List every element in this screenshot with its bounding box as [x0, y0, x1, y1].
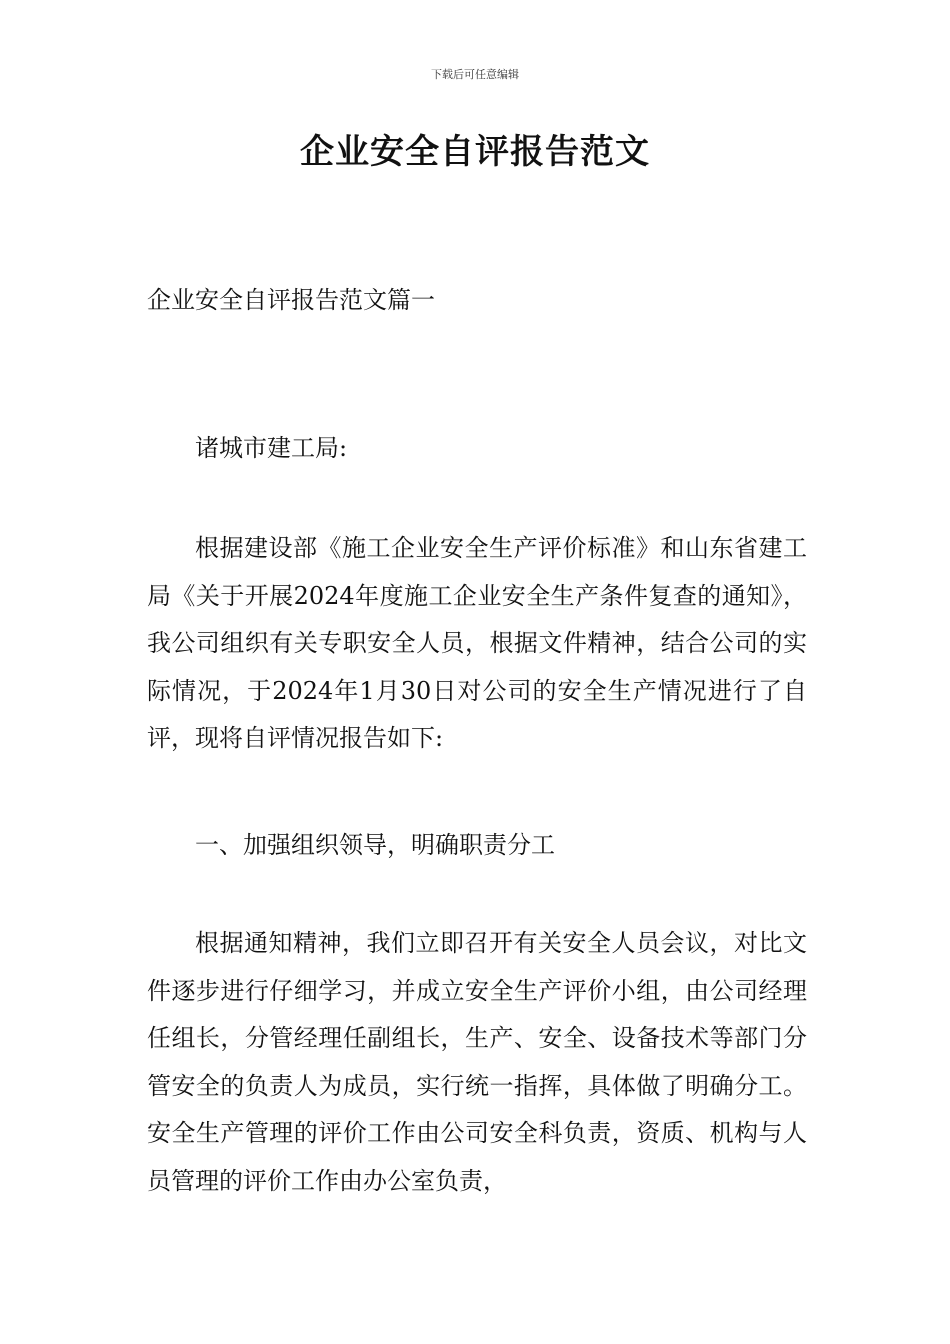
subheading-1: 一、加强组织领导，明确职责分工	[195, 831, 555, 859]
header-note: 下载后可任意编辑	[431, 68, 519, 81]
salutation: 诸城市建工局:	[195, 434, 348, 462]
paragraph-1: 根据建设部《施工企业安全生产评价标准》和山东省建工局《关于开展2024年度施工企业安全生产条件复查的通知》，我公司组织有关专职安全人员，根据文件精神，结合公司的实际情况，于2024年1月30日对公司的安全生产情况进行了自评，现将自评情况报告如下:	[147, 534, 807, 752]
paragraph-2: 根据通知精神，我们立即召开有关安全人员会议，对比文件逐步进行仔细学习，并成立安全生产评价小组，由公司经理任组长，分管经理任副组长，生产、安全、设备技术等部门分管安全的负责人为成员，实行统一指挥，具体做了明确分工。安全生产管理的评价工作由公司安全科负责，资质、机构与人员管理的评价工作由办公室负责，	[147, 929, 807, 1195]
document-title: 企业安全自评报告范文	[300, 132, 650, 172]
section-heading: 企业安全自评报告范文篇一	[147, 286, 435, 314]
